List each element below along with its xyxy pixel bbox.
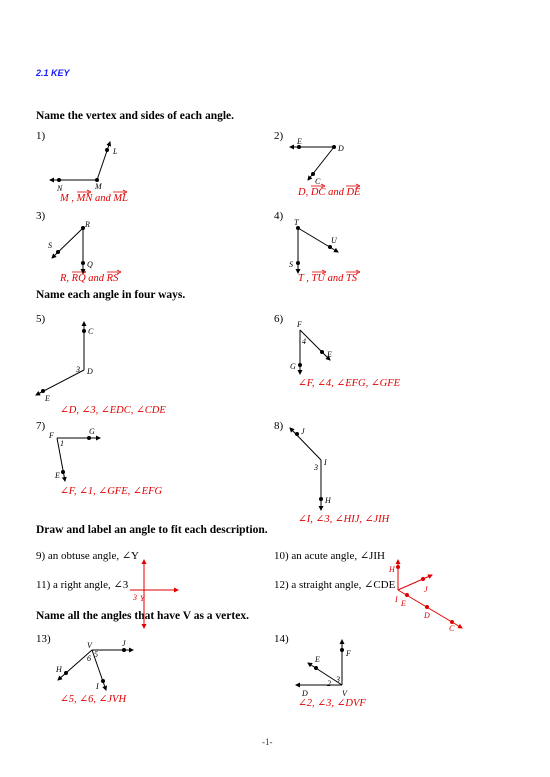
svg-text:5: 5 <box>94 650 98 659</box>
svg-text:E: E <box>401 599 406 608</box>
answer-8: ∠I, ∠3, ∠HIJ, ∠JIH <box>298 514 390 525</box>
svg-text:U: U <box>331 236 337 245</box>
figure-11 <box>130 560 178 628</box>
section-heading-vertex-sides: Name the vertex and sides of each angle. <box>36 110 235 122</box>
svg-text:6: 6 <box>87 654 91 663</box>
svg-text:E: E <box>55 471 60 480</box>
svg-text:J: J <box>122 639 126 648</box>
problem-9: 9) an obtuse angle, ∠Y <box>36 550 140 562</box>
svg-text:3: 3 <box>336 675 340 684</box>
svg-text:E: E <box>297 137 302 146</box>
problem-number: 5) <box>36 313 46 325</box>
svg-text:N: N <box>57 184 63 193</box>
svg-text:J: J <box>301 427 305 436</box>
svg-text:F: F <box>297 320 302 329</box>
svg-text:I: I <box>395 595 398 604</box>
figure-4 <box>289 218 338 273</box>
svg-text:E: E <box>45 394 50 403</box>
problem-10: 10) an acute angle, ∠JIH <box>274 550 385 562</box>
svg-text:H: H <box>325 496 331 505</box>
figure-12 <box>398 590 462 633</box>
svg-text:3: 3 <box>133 593 137 602</box>
figure-8 <box>290 427 332 510</box>
answer-4: T , TU and TS <box>298 273 357 284</box>
svg-text:D: D <box>424 611 430 620</box>
svg-text:Y: Y <box>140 594 145 603</box>
svg-text:E: E <box>327 350 332 359</box>
svg-text:H: H <box>56 665 62 674</box>
svg-text:S: S <box>48 241 52 250</box>
problem-12: 12) a straight angle, ∠CDE <box>274 579 396 591</box>
svg-text:G: G <box>290 362 296 371</box>
figure-3 <box>48 220 93 273</box>
answer-5: ∠D, ∠3, ∠EDC, ∠CDE <box>60 405 166 416</box>
svg-text:3: 3 <box>314 463 318 472</box>
svg-text:F: F <box>346 649 351 658</box>
svg-text:D: D <box>338 144 344 153</box>
figure-1 <box>50 142 118 193</box>
svg-text:C: C <box>449 624 455 633</box>
svg-text:C: C <box>88 327 94 336</box>
svg-text:F: F <box>49 431 54 440</box>
section-heading-vertex-v: Name all the angles that have V as a vertex. <box>36 610 249 622</box>
svg-text:Q: Q <box>87 260 93 269</box>
page-number: -1- <box>262 737 273 747</box>
answer-13: ∠5, ∠6, ∠JVH <box>60 694 127 705</box>
section-heading-four-ways: Name each angle in four ways. <box>36 289 186 301</box>
svg-text:D: D <box>302 689 308 698</box>
problem-number: 6) <box>274 313 284 325</box>
svg-text:S: S <box>289 260 293 269</box>
problem-number: 3) <box>36 210 46 222</box>
svg-text:R: R <box>85 220 90 229</box>
problem-11: 11) a right angle, ∠3 <box>36 579 129 591</box>
answer-2: D, DC and DE <box>298 187 360 198</box>
problem-number: 14) <box>274 633 289 645</box>
figure-14 <box>296 640 351 698</box>
problem-number: 4) <box>274 210 284 222</box>
answer-6: ∠F, ∠4, ∠EFG, ∠GFE <box>298 378 401 389</box>
svg-text:2: 2 <box>327 679 331 688</box>
svg-text:4: 4 <box>302 337 306 346</box>
svg-text:3: 3 <box>76 365 80 374</box>
problem-number: 1) <box>36 130 46 142</box>
figure-6 <box>290 320 332 374</box>
problem-number: 2) <box>274 130 284 142</box>
svg-text:D: D <box>87 367 93 376</box>
svg-text:E: E <box>315 655 320 664</box>
section-heading-draw: Draw and label an angle to fit each description. <box>36 524 268 536</box>
key-title: 2.1 KEY <box>36 68 70 78</box>
svg-text:T: T <box>294 218 299 227</box>
svg-text:G: G <box>89 427 95 436</box>
problem-number: 8) <box>274 420 284 432</box>
problem-number: 13) <box>36 633 51 645</box>
svg-text:M: M <box>95 182 102 191</box>
svg-text:I: I <box>96 682 99 691</box>
figure-7 <box>48 427 100 481</box>
answer-7: ∠F, ∠1, ∠GFE, ∠EFG <box>60 486 163 497</box>
answer-1: M , MN and ML <box>60 193 128 204</box>
answer-14: ∠2, ∠3, ∠DVF <box>298 698 366 709</box>
svg-text:1: 1 <box>60 439 64 448</box>
svg-text:V: V <box>87 641 92 650</box>
svg-text:V: V <box>342 689 347 698</box>
problem-number: 7) <box>36 420 46 432</box>
figure-13 <box>55 639 133 691</box>
svg-text:L: L <box>113 147 118 156</box>
svg-text:C: C <box>315 177 321 186</box>
svg-text:J: J <box>424 585 428 594</box>
answer-3: R, RQ and RS <box>60 273 118 284</box>
figure-5 <box>36 322 94 403</box>
svg-text:I: I <box>324 458 327 467</box>
figure-2 <box>290 137 344 186</box>
svg-text:H: H <box>389 565 395 574</box>
